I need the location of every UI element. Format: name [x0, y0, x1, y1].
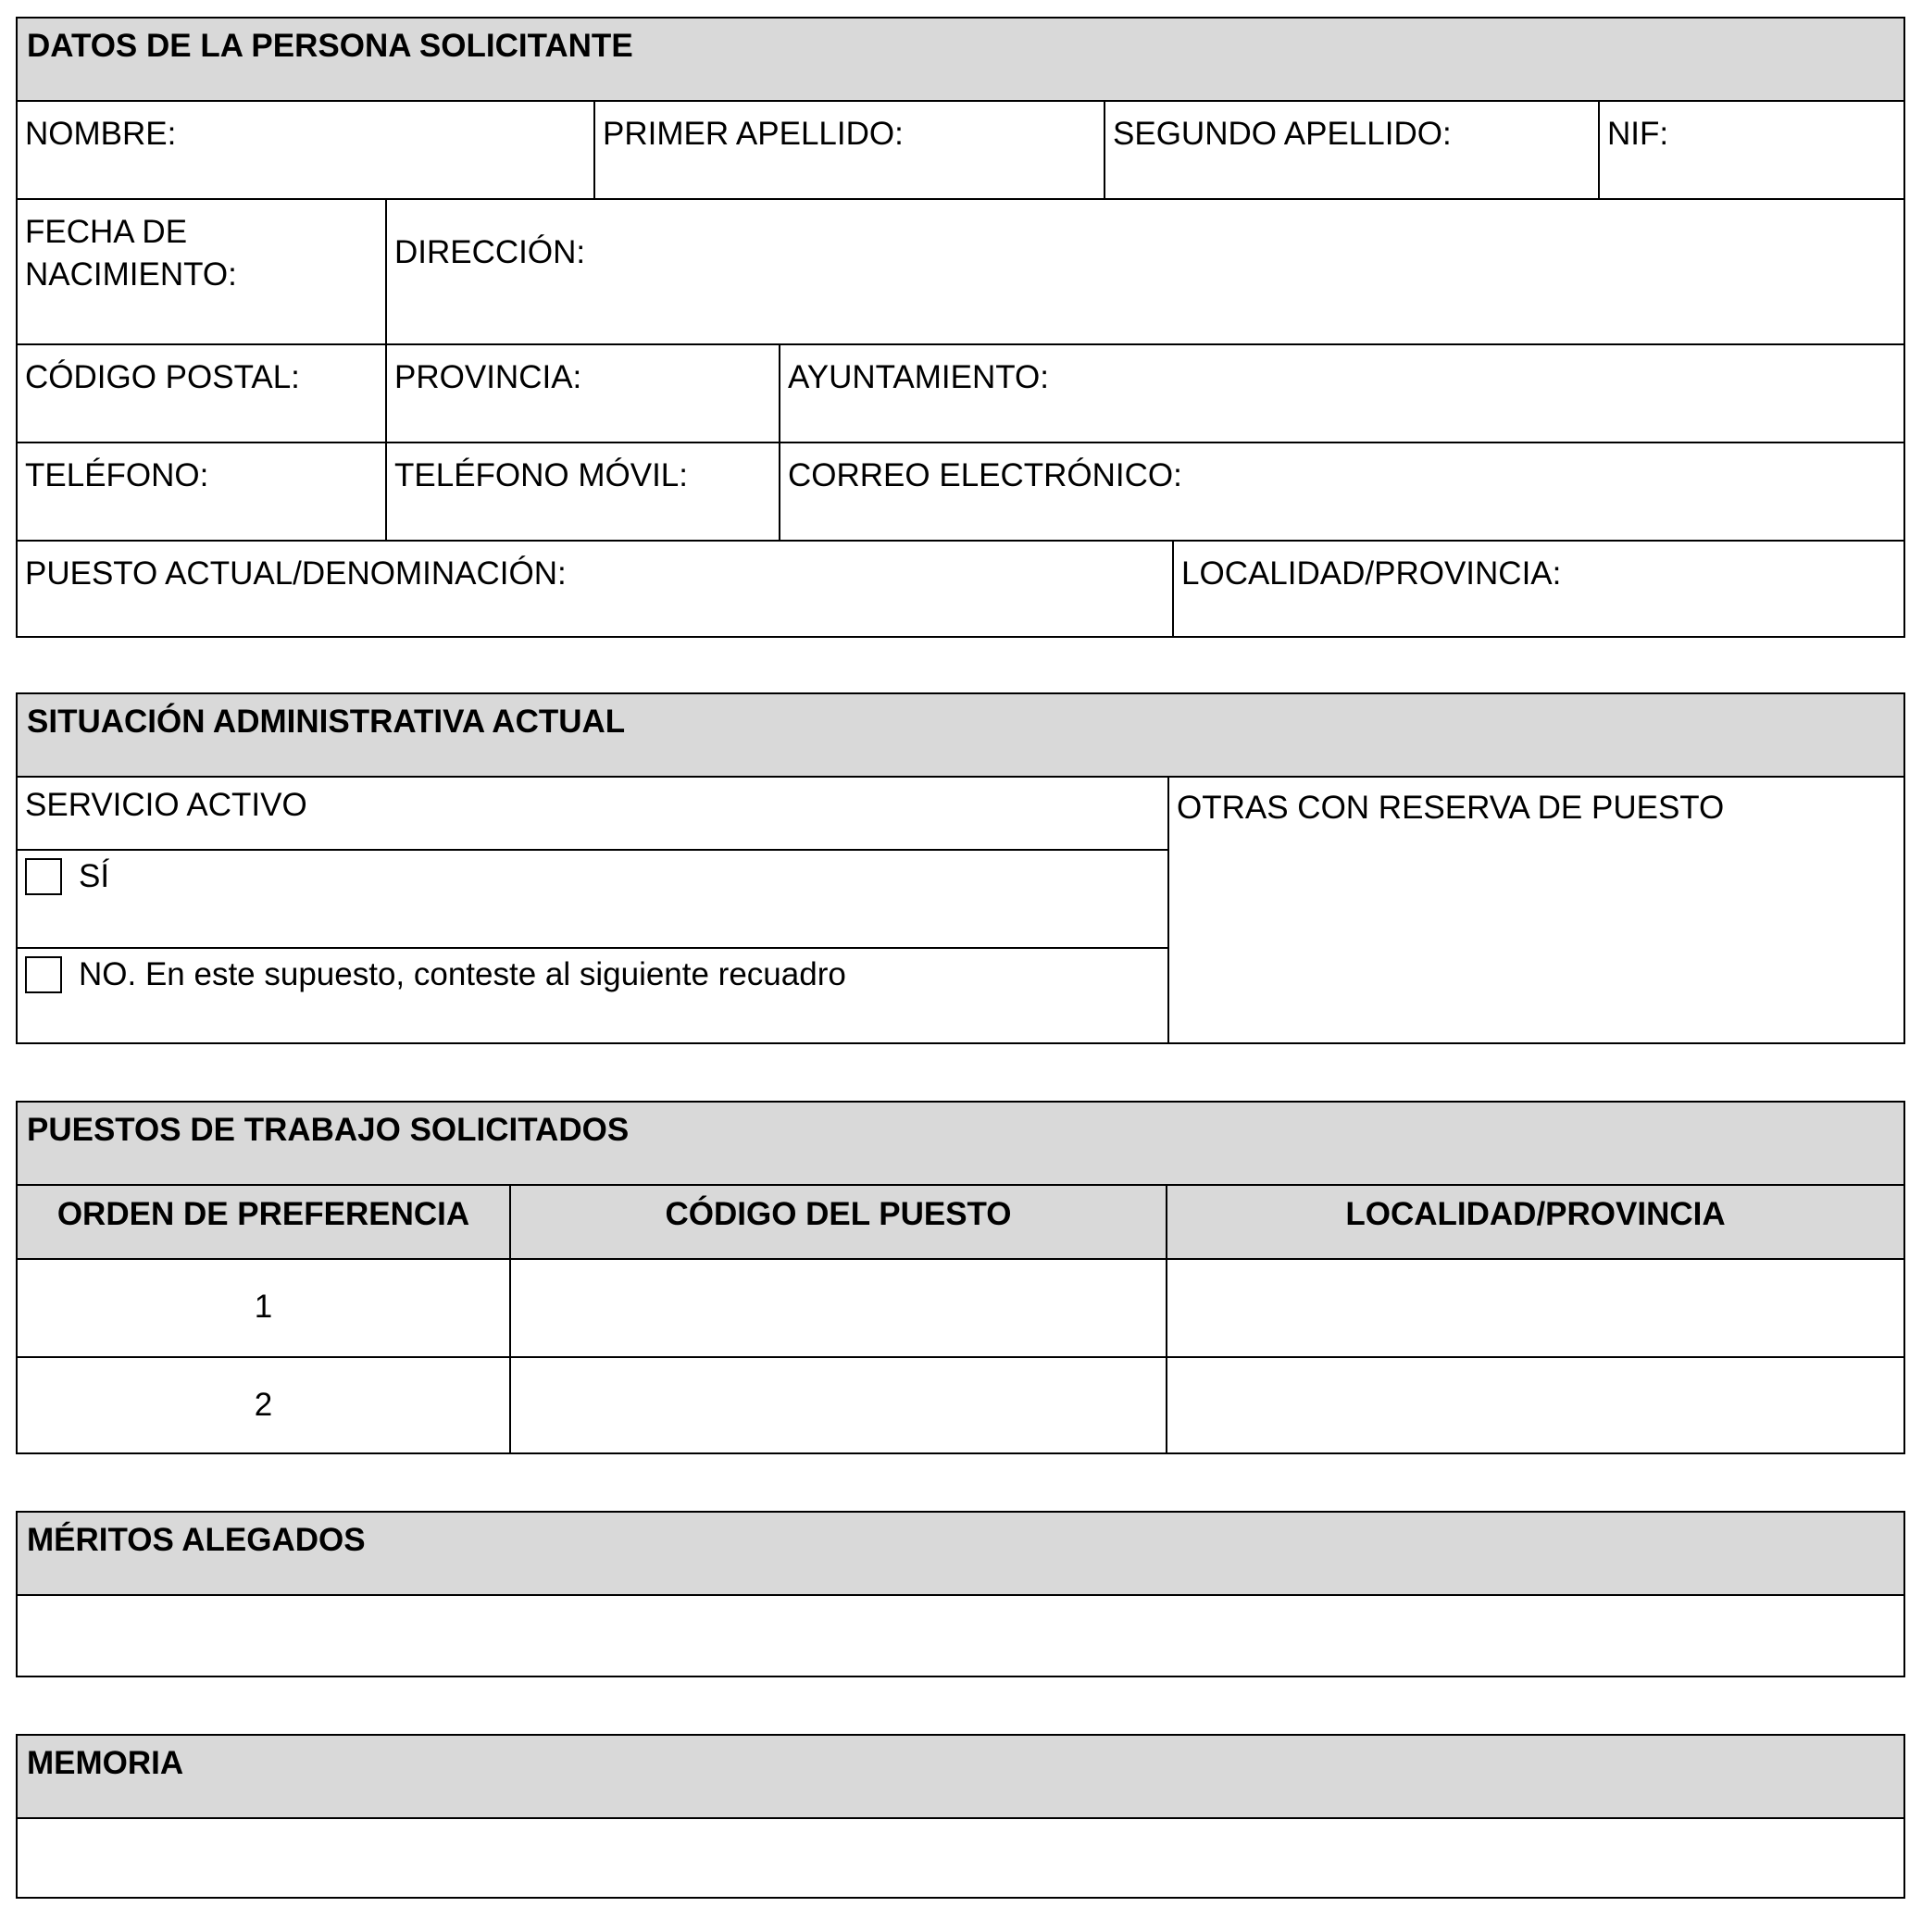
memoria-title: MEMORIA	[27, 1745, 184, 1781]
memoria-field[interactable]	[18, 1819, 1903, 1897]
meritos-title: MÉRITOS ALEGADOS	[27, 1522, 366, 1558]
codigo-cell[interactable]	[509, 1260, 1166, 1356]
nif-label: NIF:	[1607, 116, 1669, 152]
memoria-table	[16, 1734, 1905, 1899]
no-label: NO. En este supuesto, conteste al siguiente recuadro	[79, 956, 846, 992]
telefono-movil-field[interactable]	[385, 443, 779, 540]
puestos-table	[16, 1101, 1905, 1454]
localidad-cell[interactable]	[1166, 1260, 1903, 1356]
telefono-movil-label: TELÉFONO MÓVIL:	[394, 457, 688, 493]
meritos-table	[16, 1511, 1905, 1677]
codigo-postal-label: CÓDIGO POSTAL:	[25, 359, 300, 395]
personal-data-title: DATOS DE LA PERSONA SOLICITANTE	[27, 28, 633, 64]
otras-reserva-label: OTRAS CON RESERVA DE PUESTO	[1177, 790, 1725, 826]
table-row	[18, 1356, 1903, 1452]
servicio-activo-block	[18, 778, 1167, 1042]
situacion-title: SITUACIÓN ADMINISTRATIVA ACTUAL	[27, 704, 626, 740]
fecha-nacimiento-label-2: NACIMIENTO:	[25, 256, 237, 293]
puesto-actual-field[interactable]	[18, 542, 1172, 636]
fecha-nacimiento-field[interactable]	[18, 200, 385, 343]
primer-apellido-label: PRIMER APELLIDO:	[603, 116, 904, 152]
puestos-title: PUESTOS DE TRABAJO SOLICITADOS	[27, 1112, 630, 1148]
table-row	[18, 1258, 1903, 1356]
meritos-header	[18, 1513, 1903, 1594]
localidad-label: LOCALIDAD/PROVINCIA:	[1181, 555, 1562, 592]
direccion-label: DIRECCIÓN:	[394, 234, 586, 270]
option-no[interactable]	[18, 947, 1167, 1044]
provincia-field[interactable]	[385, 345, 779, 442]
primer-apellido-field[interactable]	[593, 102, 1104, 198]
correo-label: CORREO ELECTRÓNICO:	[788, 457, 1182, 493]
ayuntamiento-label: AYUNTAMIENTO:	[788, 359, 1049, 395]
col-localidad-header: LOCALIDAD/PROVINCIA	[1166, 1186, 1903, 1258]
orden-cell: 1	[254, 1289, 273, 1325]
puestos-header	[18, 1103, 1903, 1184]
puesto-actual-label: PUESTO ACTUAL/DENOMINACIÓN:	[25, 555, 567, 592]
provincia-label: PROVINCIA:	[394, 359, 582, 395]
nombre-field[interactable]	[18, 102, 593, 198]
memoria-header	[18, 1736, 1903, 1817]
localidad-field[interactable]	[1172, 542, 1903, 636]
localidad-cell[interactable]	[1166, 1358, 1903, 1452]
segundo-apellido-field[interactable]	[1104, 102, 1598, 198]
telefono-label: TELÉFONO:	[25, 457, 209, 493]
option-si[interactable]	[18, 849, 1167, 947]
si-label: SÍ	[79, 858, 110, 894]
correo-field[interactable]	[779, 443, 1903, 540]
otras-reserva-field[interactable]	[1167, 778, 1903, 1042]
situacion-table	[16, 692, 1905, 1044]
ayuntamiento-field[interactable]	[779, 345, 1903, 442]
personal-data-header	[18, 19, 1903, 100]
no-checkbox[interactable]	[25, 956, 62, 993]
situacion-header	[18, 694, 1903, 776]
servicio-activo-label: SERVICIO ACTIVO	[25, 787, 307, 823]
col-orden-header: ORDEN DE PREFERENCIA	[18, 1186, 509, 1258]
nif-field[interactable]	[1598, 102, 1903, 198]
orden-cell: 2	[254, 1387, 273, 1423]
nombre-label: NOMBRE:	[25, 116, 177, 152]
personal-data-table	[16, 17, 1905, 638]
direccion-field[interactable]	[385, 200, 1903, 343]
segundo-apellido-label: SEGUNDO APELLIDO:	[1113, 116, 1452, 152]
si-checkbox[interactable]	[25, 858, 62, 895]
codigo-cell[interactable]	[509, 1358, 1166, 1452]
meritos-field[interactable]	[18, 1596, 1903, 1676]
codigo-postal-field[interactable]	[18, 345, 385, 442]
fecha-nacimiento-label-1: FECHA DE	[25, 214, 188, 250]
col-codigo-header: CÓDIGO DEL PUESTO	[509, 1186, 1166, 1258]
telefono-field[interactable]	[18, 443, 385, 540]
